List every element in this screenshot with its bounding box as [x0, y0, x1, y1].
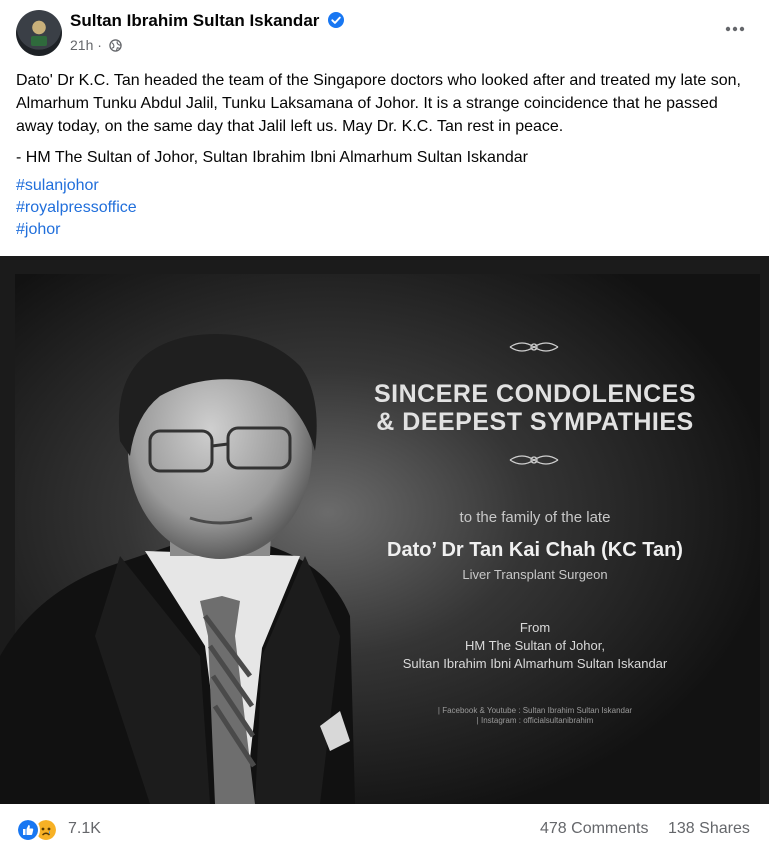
comments-count-link[interactable]: 478 Comments: [540, 820, 649, 837]
post-timestamp[interactable]: 21h: [70, 37, 94, 53]
card-credit-line1: | Facebook & Youtube : Sultan Ibrahim Sultan Iskandar: [437, 706, 633, 715]
post-quote: - HM The Sultan of Johor, Sultan Ibrahim Ibni Almarhum Sultan Iskandar: [16, 149, 528, 166]
author-name-row: [70, 11, 344, 31]
hashtag-link[interactable]: #sulanjohor: [16, 177, 99, 194]
card-deceased-role: Liver Transplant Surgeon: [462, 567, 608, 582]
post-image[interactable]: [0, 256, 769, 804]
meta-separator: ·: [97, 37, 102, 53]
card-from-label: From: [519, 620, 551, 635]
card-to-family: to the family of the late: [459, 509, 611, 526]
reaction-count[interactable]: 7.1K: [68, 820, 101, 837]
more-options-icon: [725, 26, 745, 32]
hashtag-list: [16, 175, 137, 241]
post-header: [0, 0, 769, 66]
post-body: Dato' Dr K.C. Tan headed the team of the Singapore doctors who looked after and treated my late son, Almarhum Tunku Abdul Jalil, Tunku Laksamana of Johor. It is a strange coincidence that he passed away today, on the same day that Jalil left us. May Dr. K.C. Tan rest in peace.: [16, 72, 741, 135]
card-credit-line2: | Instagram : officialsultanibrahim: [476, 716, 594, 725]
card-from-line1: HM The Sultan of Johor,: [465, 638, 605, 653]
hashtag-link[interactable]: #royalpressoffice: [16, 199, 137, 216]
card-deceased-name: Dato’ Dr Tan Kai Chah (KC Tan): [387, 539, 683, 561]
more-options-button[interactable]: [716, 18, 754, 46]
hashtag-link[interactable]: #johor: [16, 221, 61, 238]
author-avatar[interactable]: [16, 10, 62, 56]
author-name[interactable]: Sultan Ibrahim Sultan Iskandar: [70, 11, 320, 30]
card-heading-line1: SINCERE CONDOLENCES: [373, 380, 697, 408]
verified-badge-icon: [328, 12, 344, 28]
post-footer: [0, 804, 769, 852]
card-heading-line2: & DEEPEST SYMPATHIES: [376, 408, 694, 436]
post-text: [16, 69, 756, 169]
shares-count-link[interactable]: 138 Shares: [668, 820, 750, 837]
like-reaction-icon: [16, 818, 40, 842]
post-meta: [70, 37, 122, 53]
card-from-line2: Sultan Ibrahim Ibni Almarhum Sultan Iskandar: [402, 656, 668, 671]
globe-icon: [109, 39, 122, 52]
